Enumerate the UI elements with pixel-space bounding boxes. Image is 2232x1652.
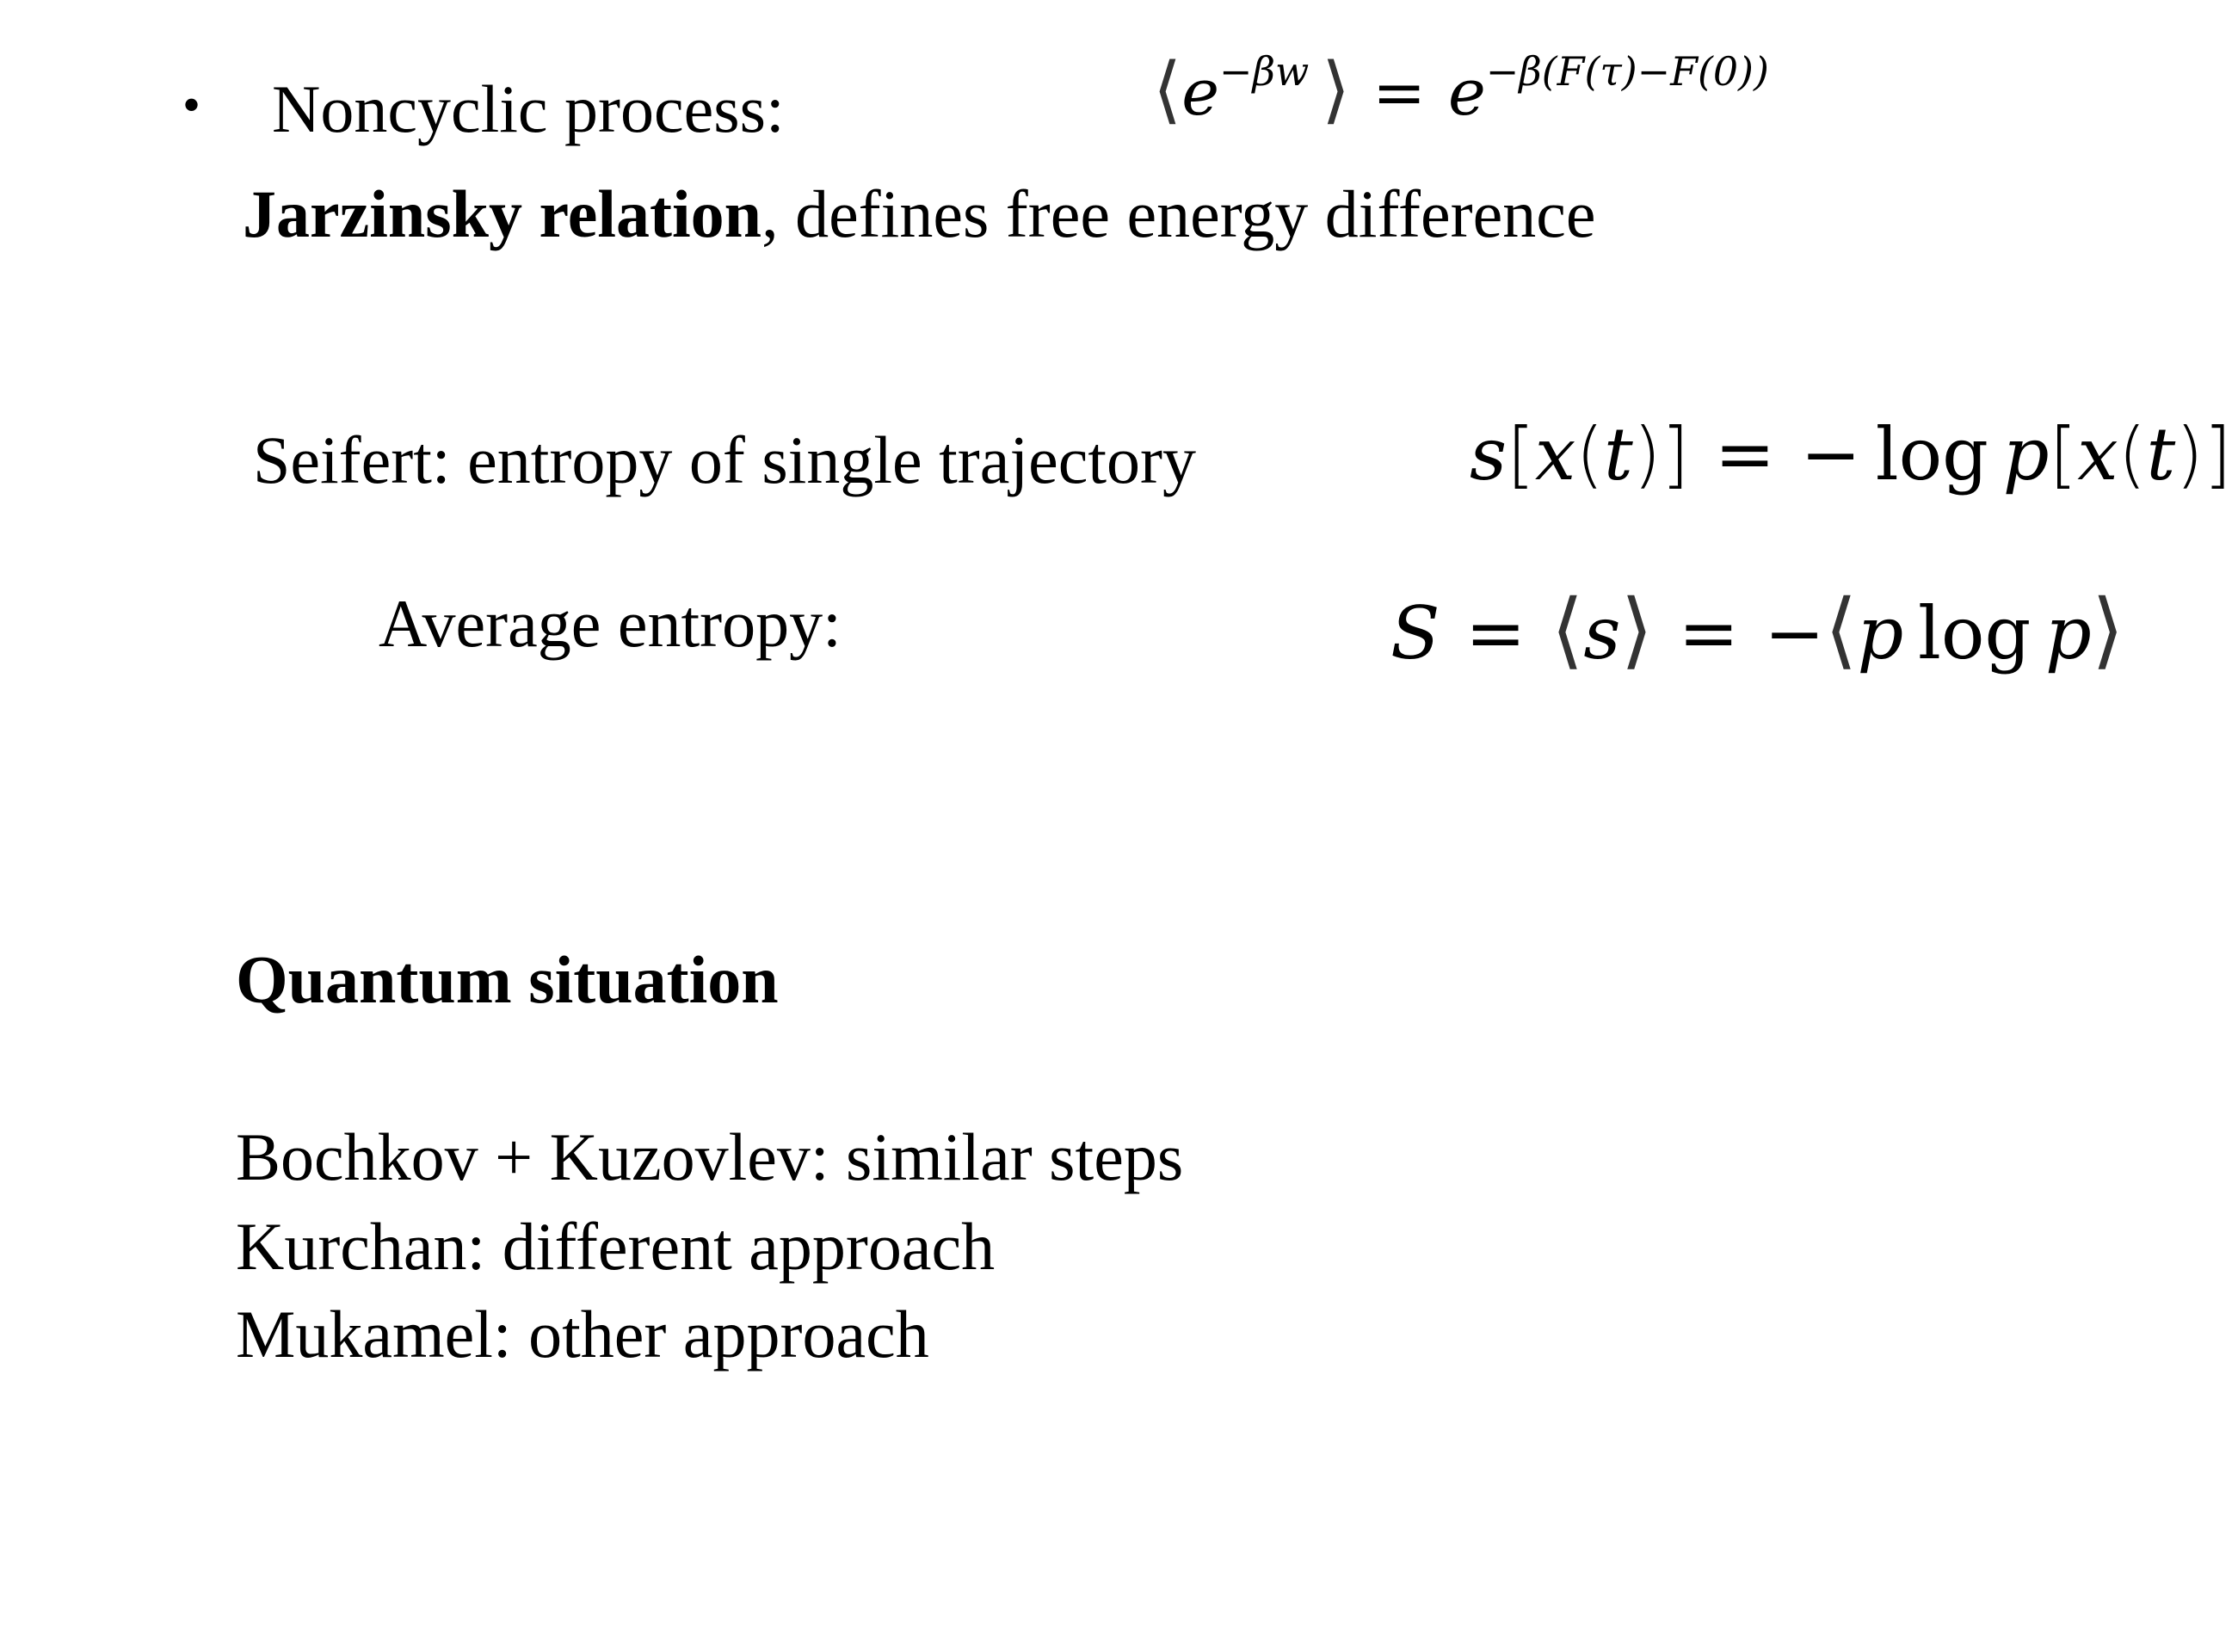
reference-line: Mukamel: other approach	[236, 1297, 929, 1372]
formula-log: log	[1875, 412, 1988, 496]
average-entropy-label: Average entropy:	[379, 586, 842, 661]
formula-s: s	[1470, 412, 1508, 496]
noncyclic-process-label: Noncyclic process:	[272, 71, 785, 146]
jarzinsky-relation-bold: Jarzinsky relation	[243, 176, 762, 251]
quantum-situation-heading: Quantum situation	[236, 942, 779, 1017]
reference-line: Bochkov + Kuzovlev: similar steps	[236, 1119, 1184, 1194]
bullet-point: •	[182, 77, 201, 133]
right-angle-bracket: ⟩	[1322, 47, 1351, 133]
jarzinsky-formula	[1153, 47, 1769, 133]
formula-S: S	[1390, 591, 1440, 675]
reference-line: Kurchan: different approach	[236, 1209, 996, 1284]
jarzinsky-relation-text: , defines free energy difference	[761, 176, 1596, 251]
formula-exponent-rhs: −β(F(τ)−F(0))	[1485, 47, 1769, 95]
formula-e-lhs: e	[1181, 56, 1219, 130]
formula-equals: =	[1714, 412, 1776, 496]
seifert-label: Seifert: entropy of single trajectory	[253, 422, 1196, 497]
formula-e-rhs: e	[1448, 56, 1486, 130]
jarzinsky-relation-line	[243, 176, 1596, 251]
formula-exponent-lhs: −βw	[1219, 47, 1310, 95]
left-angle-bracket: ⟨	[1153, 47, 1182, 133]
average-entropy-formula: S = ⟨s⟩ = −⟨p log p⟩	[1390, 581, 2124, 678]
seifert-formula: s[x(t)] = − log p[x(t)]	[1470, 412, 2232, 496]
formula-equals: =	[1372, 56, 1427, 130]
